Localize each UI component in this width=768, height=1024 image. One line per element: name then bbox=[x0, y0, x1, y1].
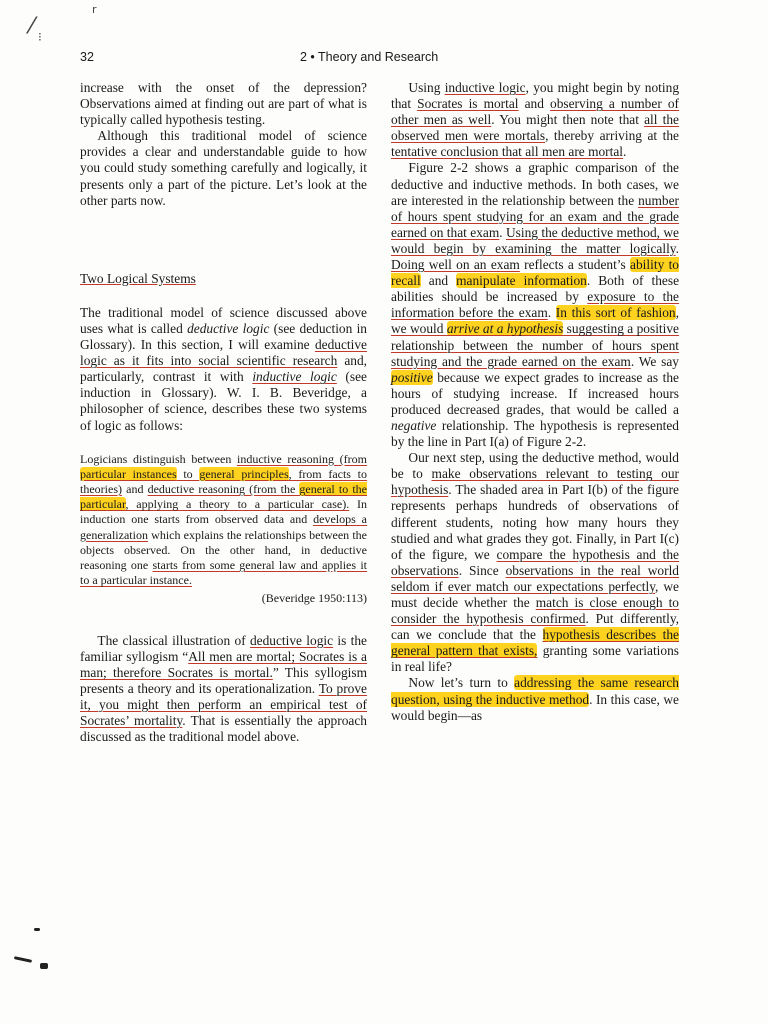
scan-mark-blot bbox=[40, 963, 48, 969]
quote-citation: (Beveridge 1950:113) bbox=[261, 591, 367, 606]
scan-mark-top: r bbox=[92, 3, 97, 16]
left-paragraph-4: The classical illustration of deductive logic is the familiar syllogism “All men are mortal; Socrates is a man; therefore Socrates is mortal.” This syllogism presents a theory and its operationalization. To prove it, you might then perform an empirical test of Socrates’ mortality. That is essentially the approach discussed as the traditional model above. bbox=[80, 632, 367, 745]
section-heading: Two Logical Systems bbox=[80, 270, 196, 286]
scan-mark-smudge bbox=[14, 956, 32, 963]
right-paragraph-4: Now let’s turn to addressing the same research question, using the inductive method. In this case, we would begin—as bbox=[391, 675, 679, 723]
left-paragraph-1: increase with the onset of the depression? Observations aimed at finding out are part of what is typically called hypothesis testing. bbox=[80, 80, 367, 128]
right-paragraph-3: Our next step, using the deductive method, would be to make observations relevant to testing our hypothesis. The shaded area in Part I(b) of the figure represents perhaps hundreds of observations of different students, noting how many hours they studied and what grades they got. Finally, in Part I(c) of the figure, we compare the hypothesis and the observations. Since observations in the real world seldom if ever match our expectations perfectly, we must decide whether the match is close enough to consider the hypothesis confirmed. Put differently, can we conclude that the hypothesis describes the general pattern that exists, granting some variations in real life? bbox=[391, 450, 680, 675]
right-paragraph-1: Using inductive logic, you might begin by noting that Socrates is mortal and observing a number of other men as well. You might then note that all the observed men were mortals, thereby arriving at the tentative conclusion that all men are mortal. bbox=[391, 80, 680, 160]
block-quote: Logicians distinguish between inductive reasoning (from particular instances to general principles, from facts to theories) and deductive reasoning (from the general to the particular, applying a theory to a particular case). In induction one starts from observed data and develops a generalization which explains the relationships between the objects observed. On the other hand, in deductive reasoning one starts from some general law and applies it to a particular instance. bbox=[80, 451, 367, 588]
scan-mark-dots: ⁝ bbox=[38, 30, 42, 44]
scan-mark-corner: ⁄ bbox=[30, 14, 34, 39]
running-head: 2 • Theory and Research bbox=[300, 50, 439, 64]
right-column bbox=[391, 80, 679, 724]
page-number: 32 bbox=[80, 50, 94, 64]
scan-mark-speck bbox=[34, 928, 40, 931]
right-paragraph-2: Figure 2-2 shows a graphic comparison of the deductive and inductive methods. In both cases, we are interested in the relationship between the number of hours spent studying for an exam and the grade earned on that exam. Using the deductive method, we would begin by examining the matter logically. Doing well on an exam reflects a student’s ability to recall and manipulate information. Both of these abilities should be increased by exposure to the information before the exam. In this sort of fashion, we would arrive at a hypothesis suggesting a positive relationship between the number of hours spent studying and the grade earned on the exam. We say positive because we expect grades to increase as the hours of studying increase. If increased hours produced decreased grades, that would be called a negative relationship. The hypothesis is represented by the line in Part I(a) of Figure 2-2. bbox=[391, 160, 680, 450]
left-paragraph-2: Although this traditional model of science provides a clear and understandable guide to how you could study something carefully and logically, it presents only a part of the picture. Let’s look at the other parts now. bbox=[80, 128, 367, 208]
left-column bbox=[80, 80, 367, 745]
left-paragraph-3: The traditional model of science discussed above uses what is called deductive logic (see deduction in Glossary). In this section, I will examine deductive logic as it fits into social scientific research and, particularly, contrast it with inductive logic (see induction in Glossary). W. I. B. Beveridge, a philosopher of science, describes these two systems of logic as follows: bbox=[80, 304, 368, 433]
